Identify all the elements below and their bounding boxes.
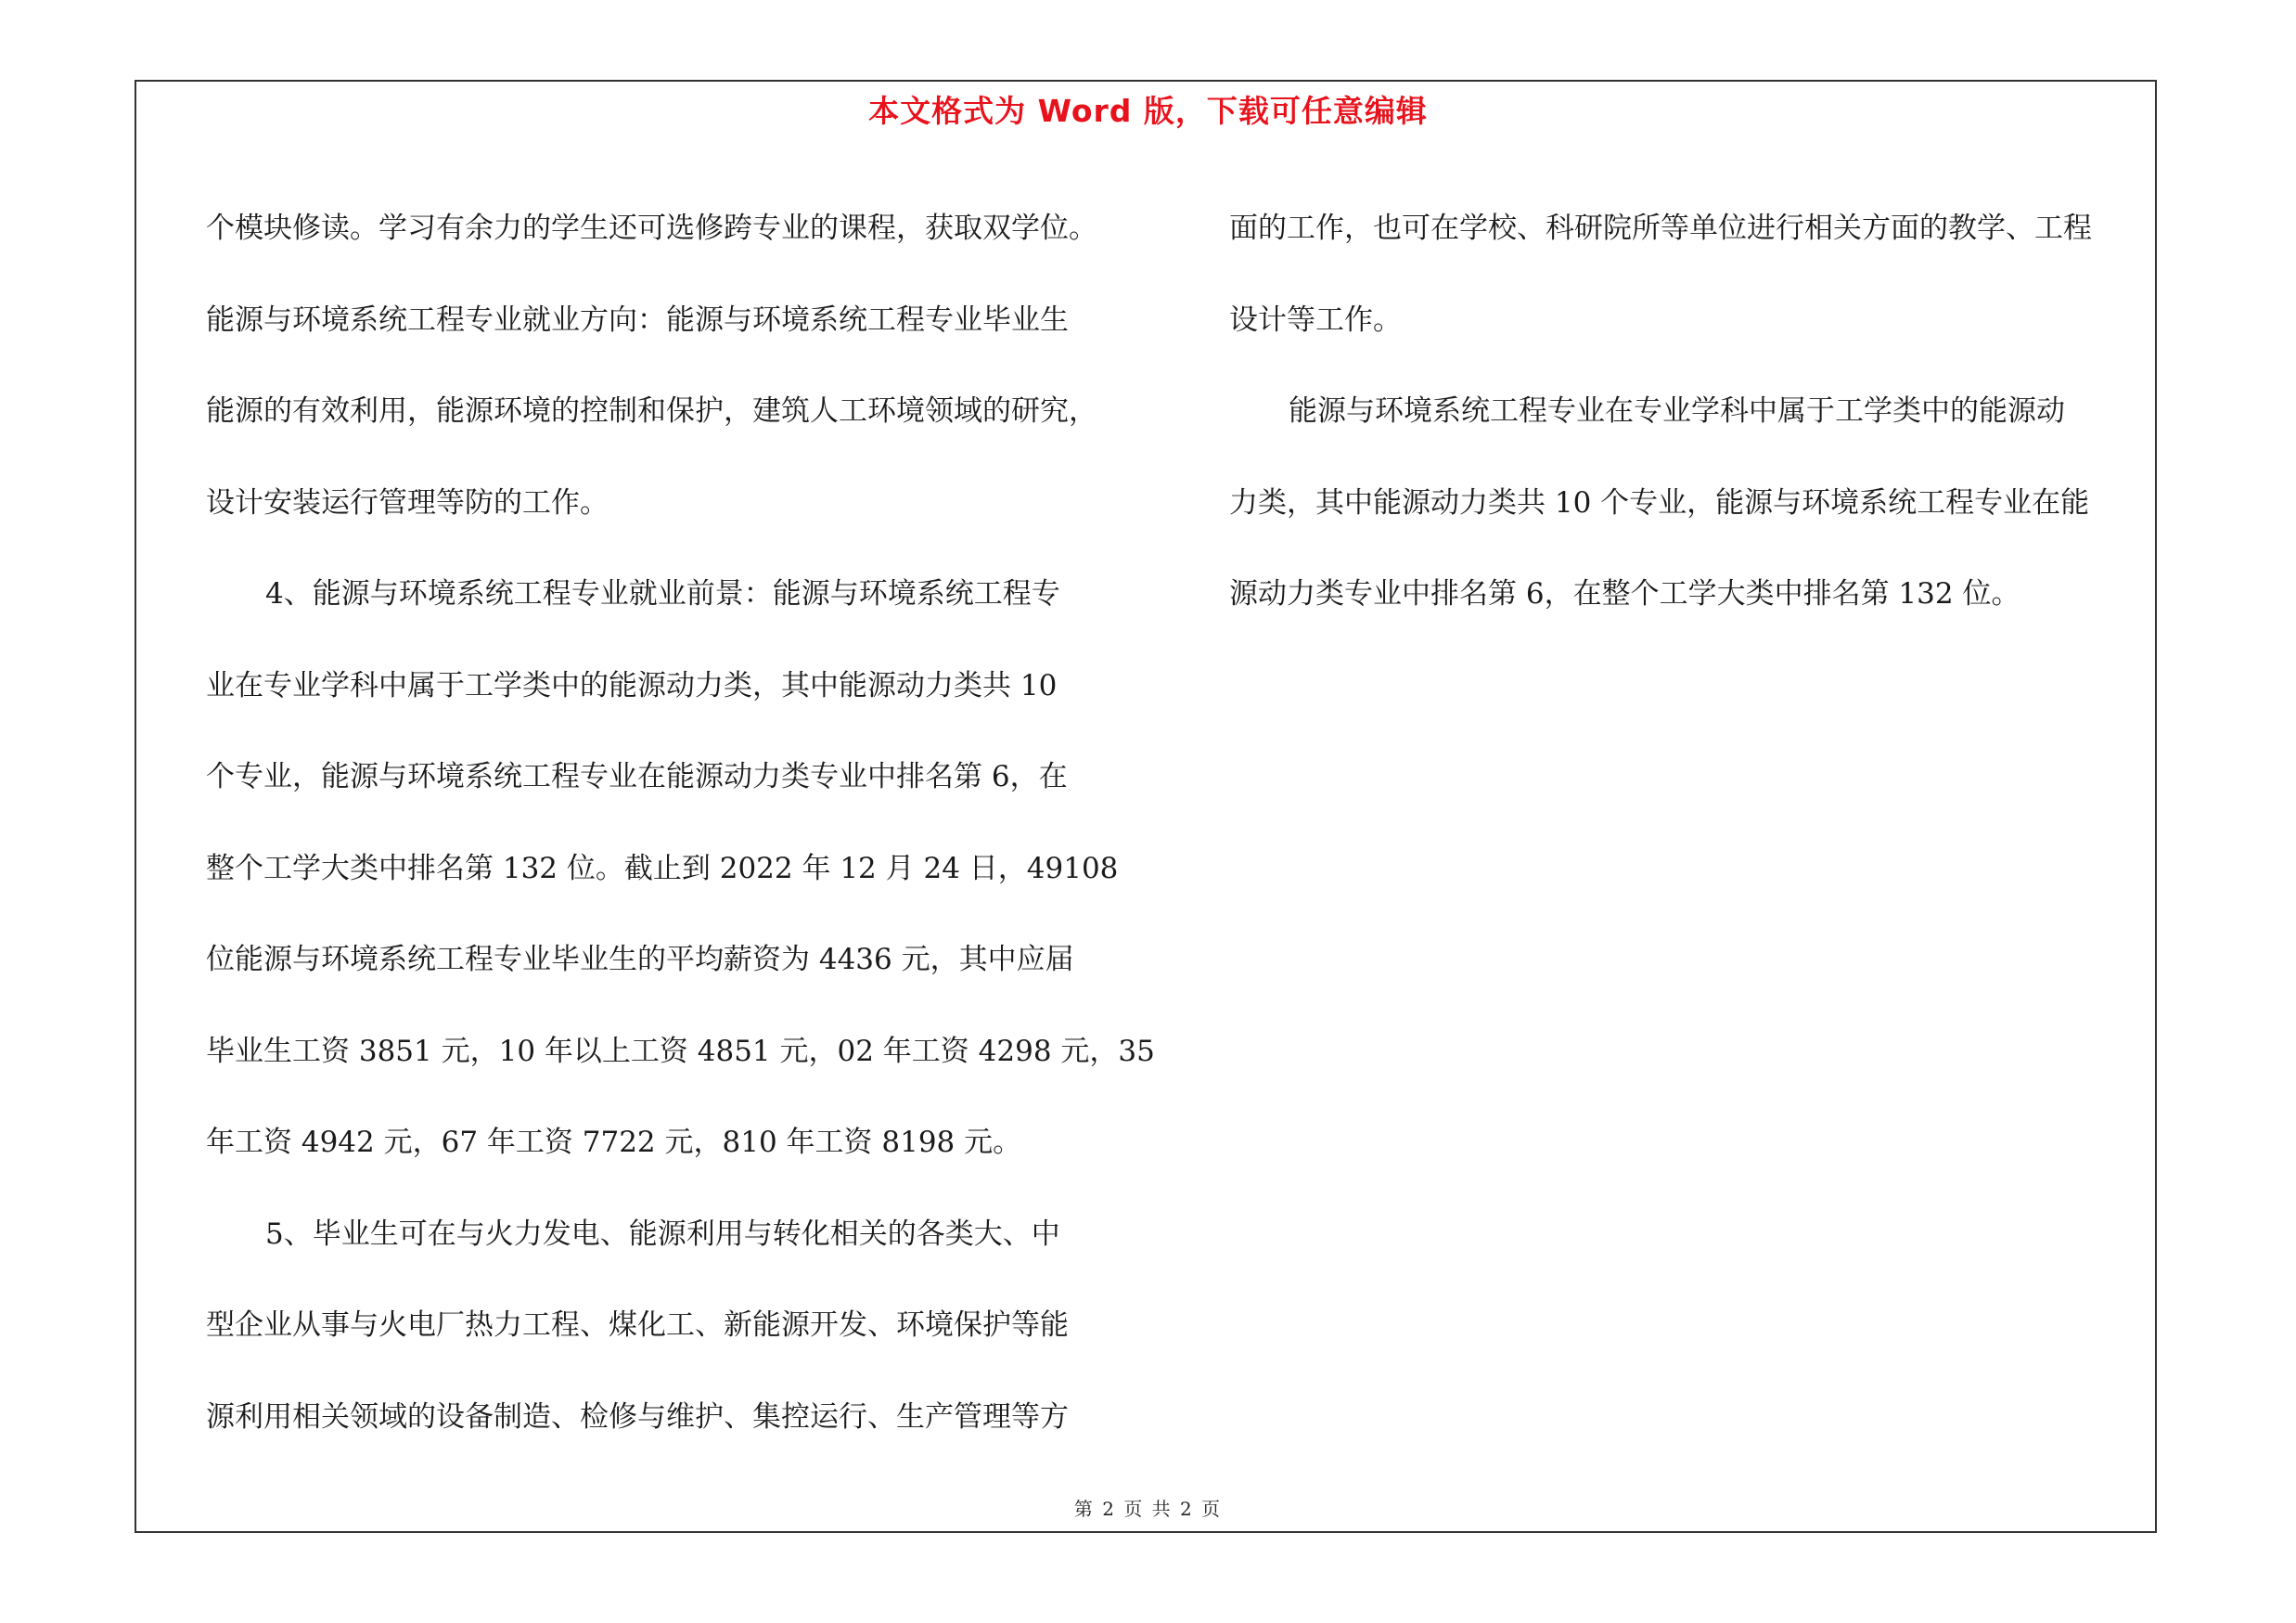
text-line: 年工资 4942 元，67 年工资 7722 元，810 年工资 8198 元。: [206, 1126, 1022, 1159]
header-banner: 本文格式为 Word 版，下载可任意编辑: [868, 93, 1428, 129]
text-line: 源利用相关领域的设备制造、检修与维护、集控运行、生产管理等方: [206, 1399, 1069, 1434]
text-line: 设计等工作。: [1229, 303, 1402, 337]
text-line-indented: 5、毕业生可在与火力发电、能源利用与转化相关的各类大、中: [265, 1217, 1060, 1251]
text-line: 源动力类专业中排名第 6，在整个工学大类中排名第 132 位。: [1229, 577, 2020, 611]
text-line: 整个工学大类中排名第 132 位。截止到 2022 年 12 月 24 日，49108: [206, 851, 1119, 885]
left-column: [206, 183, 1155, 1462]
text-line: 个专业，能源与环境系统工程专业在能源动力类专业中排名第 6，在: [206, 760, 1068, 793]
text-line-indented: 能源与环境系统工程专业在专业学科中属于工学类中的能源动: [1289, 394, 2065, 428]
text-line: 型企业从事与火电厂热力工程、煤化工、新能源开发、环境保护等能: [206, 1308, 1069, 1342]
text-line: 位能源与环境系统工程专业毕业生的平均薪资为 4436 元，其中应届: [206, 943, 1074, 976]
text-line: 业在专业学科中属于工学类中的能源动力类，其中能源动力类共 10: [206, 668, 1058, 702]
right-column: [1229, 183, 2157, 640]
text-line: 设计安装运行管理等防的工作。: [206, 485, 609, 520]
page-number: 第 2 页 共 2 页: [1073, 1498, 1223, 1520]
text-line: 力类，其中能源动力类共 10 个专业，能源与环境系统工程专业在能: [1229, 485, 2090, 520]
text-line: 能源的有效利用，能源环境的控制和保护，建筑人工环境领域的研究，: [206, 394, 1097, 428]
text-line: 面的工作，也可在学校、科研院所等单位进行相关方面的教学、工程: [1229, 212, 2092, 245]
text-line: 个模块修读。学习有余力的学生还可选修跨专业的课程，获取双学位。: [206, 212, 1097, 245]
text-line: 能源与环境系统工程专业就业方向：能源与环境系统工程专业毕业生: [206, 303, 1069, 337]
text-line: 毕业生工资 3851 元，10 年以上工资 4851 元，02 年工资 4298 元，35: [206, 1034, 1155, 1068]
text-line-indented: 4、能源与环境系统工程专业就业前景：能源与环境系统工程专: [265, 577, 1060, 611]
